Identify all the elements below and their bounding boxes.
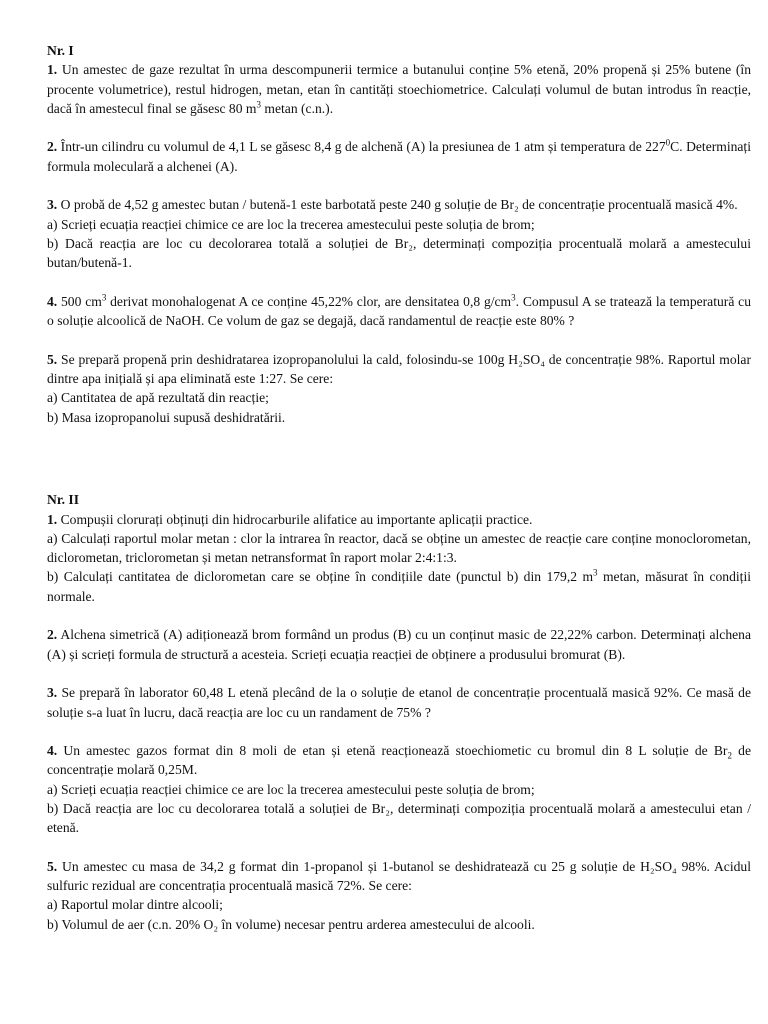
problem-2-1: 1. Compușii clorurați obținuți din hidrocarburile alifatice au importante aplicații practice. a) Calculați raportul molar metan : clor la intrarea în reactor, dacă se obține un amestec de reacție care conține monoclorometan, diclorometan, triclorometan și metan netransformat în raport molar 2:4:1:3. b) Calculați cantitatea de diclorometan care se obține în condițiile date (punctul b) din 179,2 $m^3$ metan, măsurat în condiții normale. [47, 510, 751, 606]
problem-number: 1. [47, 62, 58, 78]
problem-number: 3. [47, 685, 58, 701]
problem-number: 4. [47, 293, 58, 309]
sub-question: b) Calculați cantitatea de diclorometan care se obține în condițiile date (punctul b) din 179,2 $m^3$ metan, măsurat în condiții normale. [47, 567, 751, 604]
sub-question: b) Dacă reacția are loc cu decolorarea totală a soluției de Br₂, determinați compoziția procentuală molară a amestecului butan/butenă-1. [47, 235, 751, 271]
problem-number: 5. [47, 858, 58, 874]
problem-2-4: 4. Un amestec gazos format din 8 moli de etan și etenă reacționează stoechiometic cu bromul din 8 L soluție de $Br_2$ de concentrație molară 0,25M. a) Scrieți ecuația reacției chimice ce are loc la trecerea amestecului peste soluția de brom; b) Dacă reacția are loc cu decolorarea totală a soluției de Br₂, determinați compoziția procentuală molară a amestecului etan / etenă. [47, 741, 751, 837]
set-title: Nr. I [47, 43, 74, 58]
problem-1-3: 3. O probă de 4,52 g amestec butan / butenă-1 este barbotată peste 240 g soluție de Br₂ de concentrație procentuală masică 4%. a) Scrieți ecuația reacției chimice ce are loc la trecerea amestecului peste soluția de brom; b) Dacă reacția are loc cu decolorarea totală a soluției de Br₂, determinați compoziția procentuală molară a amestecului butan/butenă-1. [47, 195, 751, 272]
problem-2-5: 5. Un amestec cu masa de 34,2 g format din 1-propanol și 1-butanol se deshidratează cu 25 g soluție de H₂SO₄ 98%. Acidul sulfuric rezidual are concentrația procentuală masică 72%. Se cere: a) Raportul molar dintre alcooli; b) Volumul de aer (c.n. 20% O₂ în volume) necesar pentru arderea amestecului de alcooli. [47, 857, 751, 934]
problem-1-1: 1. Un amestec de gaze rezultat în urma descompunerii termice a butanului conține 5% etenă, 20% propenă și 25% butene (în procente volumetrice), restul hidrogen, metan, etan în cantități stoechiometrice. Calculați volumul de butan introdus în reacție, dacă în amestecul final se găsesc 80 $m^3$ metan (c.n.). [47, 62, 751, 116]
sub-question: b) Volumul de aer (c.n. 20% O₂ în volume) necesar pentru arderea amestecului de alcooli. [47, 916, 535, 932]
worksheet-page [47, 41, 751, 953]
problem-number: 4. [47, 743, 58, 759]
problem-number: 5. [47, 351, 58, 367]
sub-question: b) Masa izopropanolui supusă deshidratării. [47, 409, 286, 425]
sub-question: a) Scrieți ecuația reacției chimice ce are loc la trecerea amestecului peste soluția de brom; [47, 216, 535, 232]
sub-question: b) Dacă reacția are loc cu decolorarea totală a soluției de Br₂, determinați compoziția procentuală molară a amestecului etan / etenă. [47, 800, 751, 836]
problem-number: 2. [47, 139, 58, 155]
sub-question: a) Cantitatea de apă rezultată din reacție; [47, 390, 269, 406]
problem-1-5: 5. Se prepară propenă prin deshidratarea izopropanolului la cald, folosindu-se 100g H₂SO₄ de concentrație 98%. Raportul molar dintre apa inițială și apa eliminată este 1:27. Se cere: a) Cantitatea de apă rezultată din reacție; b) Masa izopropanolui supusă deshidratării. [47, 350, 751, 427]
problem-number: 3. [47, 197, 58, 213]
problem-number: 1. [47, 511, 58, 527]
sub-question: a) Scrieți ecuația reacției chimice ce are loc la trecerea amestecului peste soluția de brom; [47, 781, 535, 797]
problem-number: 2. [47, 627, 58, 643]
problem-1-4: 4. 500 $cm^3$ derivat monohalogenat A ce conține 45,22% clor, are densitatea 0,8 $g/cm^3$. Compusul A se tratează la temperatură cu o soluție alcoolică de NaOH. Ce volum de gaz se degajă, dacă randamentul de reacție este 80% ? [47, 292, 751, 329]
sub-question: a) Raportul molar dintre alcooli; [47, 897, 223, 913]
set-separator [47, 446, 751, 490]
set-title: Nr. II [47, 492, 79, 508]
sub-question: a) Calculați raportul molar metan : clor la intrarea în reactor, dacă se obține un amestec de reacție care conține monoclorometan, diclorometan, triclorometan și metan netransformat în raport molar 2:4:1:3. [47, 530, 751, 566]
problem-2-2: 2. Alchena simetrică (A) adiționează brom formând un produs (B) cu un conținut masic de 22,22% carbon. Determinați alchena (A) și scrieți formula de structură a acesteia. Scrieți ecuația reacției de obținere a produsului bromurat (B). [47, 627, 751, 662]
problem-1-2: 2. Într-un cilindru cu volumul de 4,1 L se găsesc 8,4 g de alchenă (A) la presiunea de 1 atm și temperatura de $227^0C$. Determinați formula moleculară a alchenei (A). [47, 137, 751, 174]
problem-2-3: 3. Se prepară în laborator 60,48 L etenă plecând de la o soluție de etanol de concentrație procentuală masică 92%. Ce masă de soluție s-a luat în lucru, dacă reacția are loc cu un randament de 75% ? [47, 685, 751, 720]
